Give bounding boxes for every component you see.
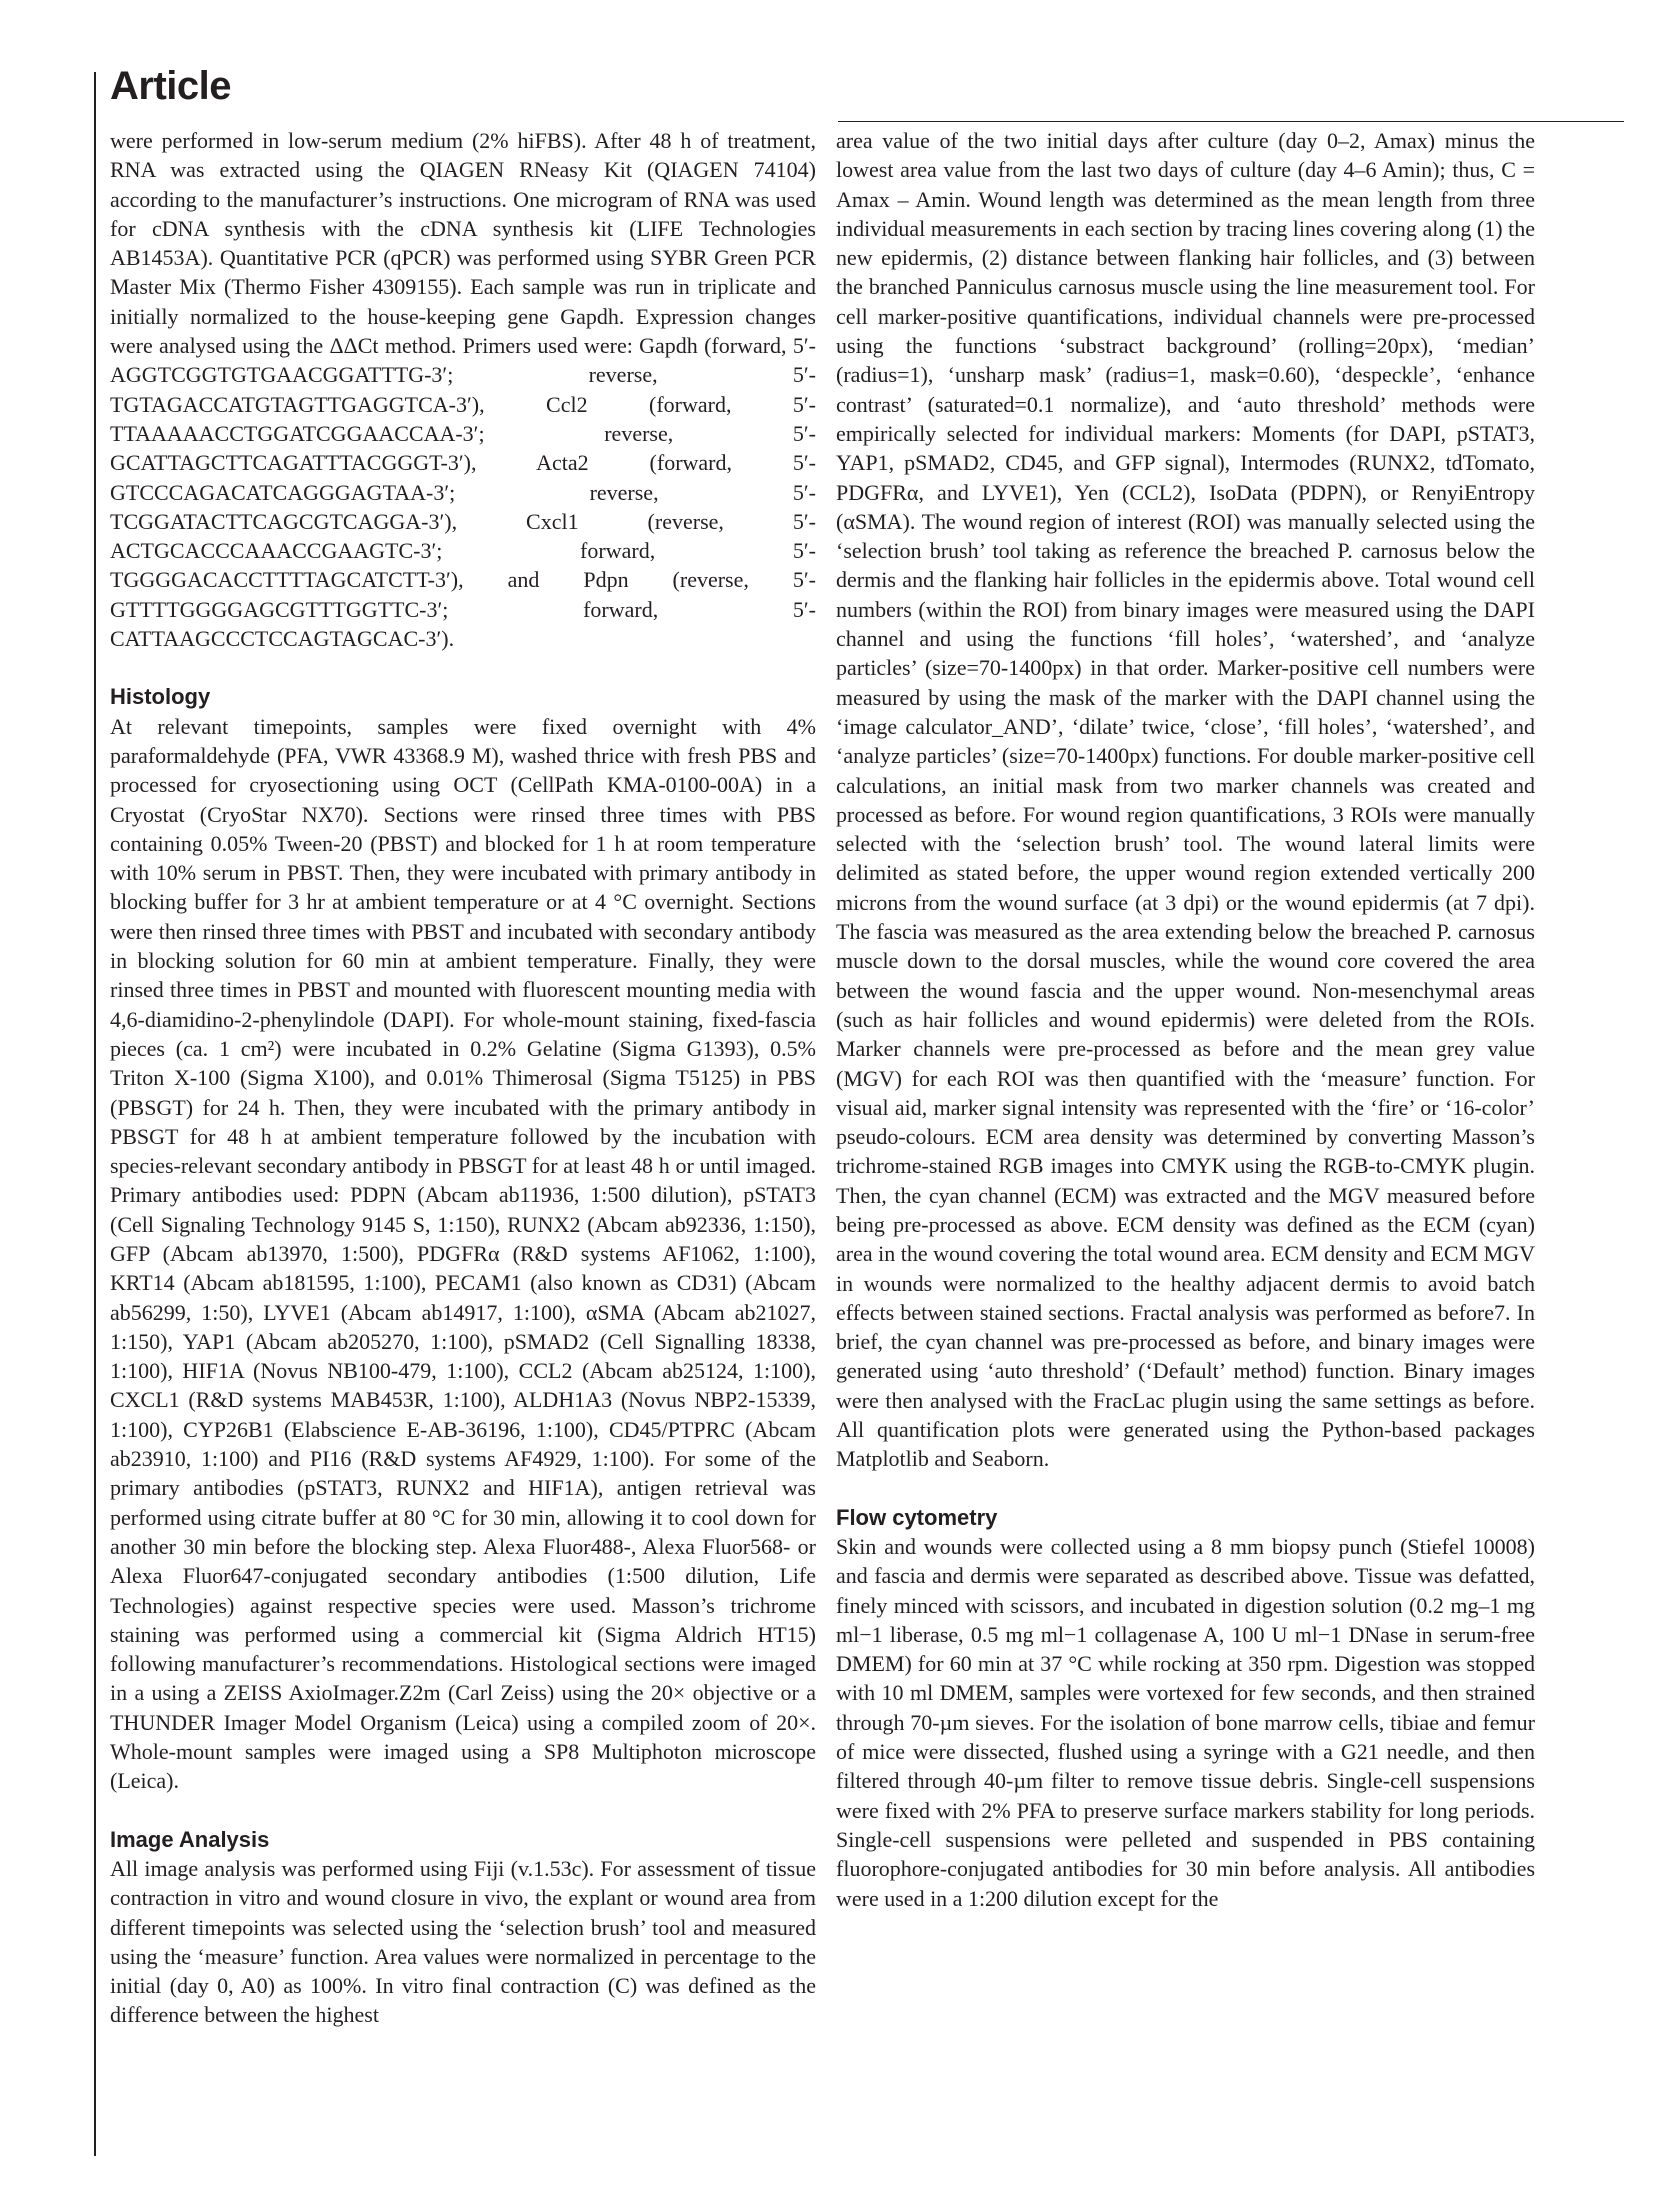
- image-analysis-continued-paragraph: area value of the two initial days after culture (day 0–2, Amax) minus the lowest area value from the last two days of culture (day 4–6 Amin); thus, C = Amax – Amin. Wound length was determined as the mean length from three individual measurements in each section by tracing lines covering along (1) the new epidermis, (2) distance between flanking hair follicles, and (3) between the branched Panniculus carnosus muscle using the line measurement tool. For cell marker-positive quantifications, individual channels were pre-processed using the functions ‘substract background’ (rolling=20px), ‘median’ (radius=1), ‘unsharp mask’ (radius=1, mask=0.60), ‘despeckle’, ‘enhance contrast’ (saturated=0.1 normalize), and ‘auto threshold’ methods were empirically selected for individual markers: Moments (for DAPI, pSTAT3, YAP1, pSMAD2, CD45, and GFP signal), Intermodes (RUNX2, tdTomato, PDGFRα, and LYVE1), Yen (CCL2), IsoData (PDPN), or RenyiEntropy (αSMA). The wound region of interest (ROI) was manually selected using the ‘selection brush’ tool taking as reference the breached P. carnosus below the dermis and the flanking hair follicles in the epidermis above. Total wound cell numbers (within the ROI) from binary images were measured using the DAPI channel and using the functions ‘fill holes’, ‘watershed’, and ‘analyze particles’ (size=70-1400px) in that order. Marker-positive cell numbers were measured by using the mask of the marker with the DAPI channel using the ‘image calculator_AND’, ‘dilate’ twice, ‘close’, ‘fill holes’, ‘watershed’, and ‘analyze particles’ (size=70-1400px) functions. For double marker-positive cell calculations, an initial mask from two marker channels was created and processed as before. For wound region quantifications, 3 ROIs were manually selected with the ‘selection brush’ tool. The wound lateral limits were delimited as stated before, the upper wound region extended vertically 200 microns from the wound surface (at 3 dpi) or the wound epidermis (at 7 dpi). The fascia was measured as the area extending below the breached P. carnosus muscle down to the dorsal muscles, while the wound core covered the area between the wound fascia and the upper wound. Non-mesenchymal areas (such as hair follicles and wound epidermis) were deleted from the ROIs. Marker channels were pre-processed as before and the mean grey value (MGV) for each ROI was then quantified with the ‘measure’ function. For visual aid, marker signal intensity was represented with the ‘fire’ or ‘16-color’ pseudo-colours. ECM area density was determined by converting Masson’s trichrome-stained RGB images into CMYK using the RGB-to-CMYK plugin. Then, the cyan channel (ECM) was extracted and the MGV measured before being pre-processed as above. ECM density was defined as the ECM (cyan) area in the wound covering the total wound area. ECM density and ECM MGV in wounds were normalized to the healthy adjacent dermis to avoid batch effects between stained sections. Fractal analysis was performed as before7. In brief, the cyan channel was pre-processed as before, and binary images were generated using ‘auto threshold’ (‘Default’ method) function. Binary images were then analysed with the FracLac plugin using the same settings as before. All quantification plots were generated using the Python-based packages Matplotlib and Seaborn.: [836, 128, 1535, 1472]
- histology-paragraph: At relevant timepoints, samples were fixed overnight with 4% paraformaldehyde (PFA, VWR 43368.9 M), washed thrice with fresh PBS and processed for cryosectioning using OCT (CellPath KMA-0100-00A) in a Cryostat (CryoStar NX70). Sections were rinsed three times with PBS containing 0.05% Tween-20 (PBST) and blocked for 1 h at room temperature with 10% serum in PBST. Then, they were incubated with primary antibody in blocking buffer for 3 hr at ambient temperature or at 4 °C overnight. Sections were then rinsed three times with PBST and incubated with secondary antibody in blocking solution for 60 min at ambient temperature. Finally, they were rinsed three times in PBST and mounted with fluorescent mounting media with 4,6-diamidino-2-phenylindole (DAPI). For whole-mount staining, fixed-fascia pieces (ca. 1 cm²) were incubated in 0.2% Gelatine (Sigma G1393), 0.5% Triton X-100 (Sigma X100), and 0.01% Thimerosal (Sigma T5125) in PBS (PBSGT) for 24 h. Then, they were incubated with the primary antibody in PBSGT for 48 h at ambient temperature followed by the incubation with species-relevant secondary antibody in PBSGT for at least 48 h or until imaged. Primary antibodies used: PDPN (Abcam ab11936, 1:500 dilution), pSTAT3 (Cell Signaling Technology 9145 S, 1:150), RUNX2 (Abcam ab92336, 1:150), GFP (Abcam ab13970, 1:500), PDGFRα (R&D systems AF1062, 1:100), KRT14 (Abcam ab181595, 1:100), PECAM1 (also known as CD31) (Abcam ab56299, 1:50), LYVE1 (Abcam ab14917, 1:100), αSMA (Abcam ab21027, 1:150), YAP1 (Abcam ab205270, 1:100), pSMAD2 (Cell Signalling 18338, 1:100), HIF1A (Novus NB100-479, 1:100), CCL2 (Abcam ab25124, 1:100), CXCL1 (R&D systems MAB453R, 1:100), ALDH1A3 (Novus NBP2-15339, 1:100), CYP26B1 (Elabscience E-AB-36196, 1:100), CD45/PTPRC (Abcam ab23910, 1:100) and PI16 (R&D systems AF4929, 1:100). For some of the primary antibodies (pSTAT3, RUNX2 and HIF1A), antigen retrieval was performed using citrate buffer at 80 °C for 30 min, allowing it to cool down for another 30 min before the blocking step. Alexa Fluor488-, Alexa Fluor568- or Alexa Fluor647-conjugated secondary antibodies (1:500 dilution, Life Technologies) against respective species were used. Masson’s trichrome staining was performed using a commercial kit (Sigma Aldrich HT15) following manufacturer’s recommendations. Histological sections were imaged in a using a ZEISS AxioImager.Z2m (Carl Zeiss) using the 20× objective or a THUNDER Imager Model Organism (Leica) using a compiled zoom of 20×. Whole-mount samples were imaged using a SP8 Multiphoton microscope (Leica).: [110, 713, 816, 1794]
- header-rule: [838, 121, 1624, 122]
- left-column: [110, 126, 816, 2030]
- flow-cytometry-paragraph: Skin and wounds were collected using a 8 mm biopsy punch (Stiefel 10008) and fascia and dermis were separated as described above. Tissue was defatted, finely minced with scissors, and incubated in digestion solution (0.2 mg–1 mg ml−1 liberase, 0.5 mg ml−1 collagenase A, 100 U ml−1 DNase in serum-free DMEM) for 60 min at 37 °C while rocking at 350 rpm. Digestion was stopped with 10 ml DMEM, samples were vortexed for few seconds, and then strained through 70-µm sieves. For the isolation of bone marrow cells, tibiae and femur of mice were dissected, flushed using a syringe with a G21 needle, and then filtered through 40-µm filter to remove tissue debris. Single-cell suspensions were fixed with 2% PFA to preserve surface markers stability for long periods. Single-cell suspensions were pelleted and suspended in PBS containing fluorophore-conjugated antibodies for 30 min before analysis. All antibodies were used in a 1:200 dilution except for the: [836, 1533, 1535, 1911]
- flow-cytometry-heading: Flow cytometry: [836, 1504, 998, 1530]
- image-analysis-heading: Image Analysis: [110, 1826, 270, 1852]
- section-label: Article: [110, 64, 231, 108]
- histology-heading: Histology: [110, 684, 211, 710]
- margin-rule: [94, 72, 96, 2156]
- image-analysis-paragraph: All image analysis was performed using Fiji (v.1.53c). For assessment of tissue contraction in vitro and wound closure in vivo, the explant or wound area from different timepoints was selected using the ‘selection brush’ tool and measured using the ‘measure’ function. Area values were normalized in percentage to the initial (day 0, A0) as 100%. In vitro final contraction (C) was defined as the difference between the highest: [110, 1855, 816, 2028]
- qpcr-paragraph: were performed in low-serum medium (2% hiFBS). After 48 h of treatment, RNA was extracted using the QIAGEN RNeasy Kit (QIAGEN 74104) according to the manufacturer’s instructions. One microgram of RNA was used for cDNA synthesis with the cDNA synthesis kit (LIFE Technologies AB1453A). Quantitative PCR (qPCR) was performed using SYBR Green PCR Master Mix (Thermo Fisher 4309155). Each sample was run in triplicate and initially normalized to the house-keeping gene Gapdh. Expression changes were analysed using the ΔΔCt method. Primers used were: Gapdh (forward, 5′-AGGTCGGTGTGAACGGATTTG-3′; reverse, 5′-TGTAGACCATGTAGTTGAGGTCA-3′), Ccl2 (forward, 5′-TTAAAAACCTGGATCGGAACCAA-3′; reverse, 5′-GCATTAGCTTCAGATTTACGGGT-3′), Acta2 (forward, 5′- GTCCCAGACATCAGGGAGTAA-3′; reverse, 5′-TCGGATACTTCAGCGTCAGGA-3′), Cxcl1 (reverse, 5′-ACTGCACCCAAACCGAAGTC-3′; forward, 5′-TGGGGACACCTTTTAGCATCTT-3′), and Pdpn (reverse, 5′-GTTTTGGGGAGCGTTTGGTTC-3′; forward, 5′-CATTAAGCCCTCCAGTAGCAC-3′).: [110, 128, 816, 652]
- right-column: [836, 126, 1535, 1913]
